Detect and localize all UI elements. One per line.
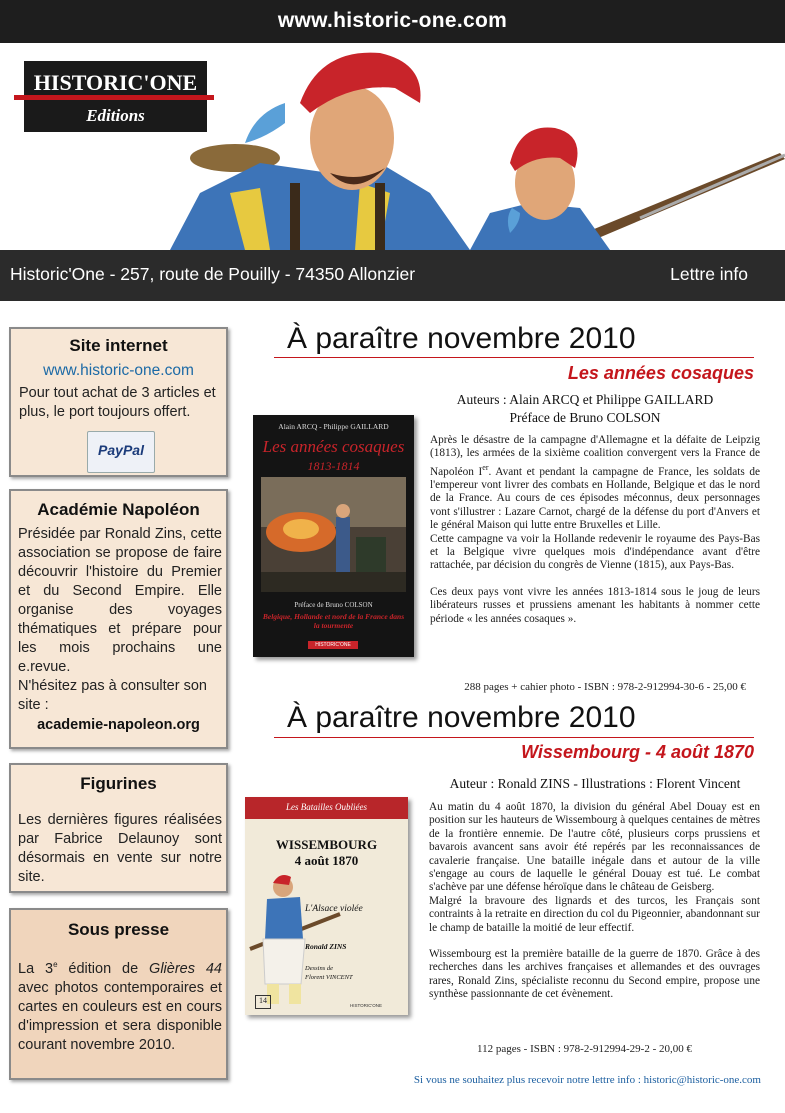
academie-box-text2: N'hésitez pas à consulter son site : <box>18 678 207 713</box>
book2-cover-subtitle: L'Alsace violée <box>305 904 363 914</box>
site-box-title: Site internet <box>69 336 168 355</box>
book2-cover[interactable] <box>245 797 408 1015</box>
book1-para1a: Après le désastre de la campagne d'Allemagne et la défaite de Leipzig (1813), les armées de la sixième coalition convergent vers la France de Napoléon I <box>430 434 760 478</box>
unsubscribe-notice[interactable]: Si vous ne souhaitez plus recevoir notre lettre info : historic@historic-one.com <box>413 1074 761 1086</box>
book2-cover-illustrator: Florent VINCENT <box>305 974 353 981</box>
book1-cover-painting <box>261 477 406 592</box>
book1-rule <box>274 357 754 358</box>
book1-title: Les années cosaques <box>567 363 754 383</box>
book1-para1-sup: er <box>482 462 489 472</box>
book2-cover-date: 4 août 1870 <box>294 853 359 868</box>
book2-para1: Au matin du 4 août 1870, la division du général Abel Douay est en position sur les hauteurs de Wissembourg à quelques centaines de mètres de la frontière ennemie. De l'autre côté, plusieurs corps prussiens et bavarois avancent sans avoir été repérés par les reconnaissances de cavalerie française. Une bataille inégale dans et autour de la ville s'engage au cours de laquelle le général Douay est tué. Le combat s'achève par une défense héroïque dans le château de Geisberg. <box>429 801 760 894</box>
book1-description <box>430 434 760 639</box>
book1-cover-subtitle: Belgique, Hollande et nord de la France dans la tourmente <box>262 612 405 630</box>
book1-preface: Préface de Bruno COLSON <box>509 410 661 425</box>
book2-cover-drawings: Dessins de <box>305 965 333 972</box>
academie-box-url[interactable]: academie-napoleon.org <box>37 717 200 733</box>
sidebar-box-figurines <box>9 763 228 893</box>
presse-box-title: Sous presse <box>67 920 170 939</box>
presse-text-c: avec photos contemporaires et cartes en couleurs est en cours d'impression et sera disponible courant novembre 2010. <box>18 979 222 1053</box>
site-url-link[interactable]: www.historic-one.com <box>277 9 508 32</box>
book2-cover-author: Ronald ZINS <box>305 942 347 951</box>
figurines-box-title: Figurines <box>80 774 157 793</box>
sidebar-box-presse <box>9 908 228 1080</box>
book1-cover-authors: Alain ARCQ - Philippe GAILLARD <box>278 422 389 431</box>
book1-cover-title: Les années cosaques <box>262 437 405 456</box>
book2-cover-publisher: HISTORIC'ONE <box>350 1003 383 1008</box>
book1-para2: Cette campagne va voir la Hollande redevenir le royaume des Pays-Bas et la Belgique vivre quelques mois d'indépendance avant d'être rattachée, par décision du congrès de Vienne (1815), aux Pays-Bas. <box>430 532 760 572</box>
newsletter-label: Lettre info <box>670 264 748 284</box>
logo-name: HISTORIC'ONE <box>33 70 198 95</box>
book2-title: Wissembourg - 4 août 1870 <box>521 742 754 762</box>
book1-para1b: . Avant et pendant la campagne de France, les soldats de l'empereur vont livrer des combats en Hollande, Belgique et das le nord de la France. Au cours de ces épisodes méconnus, deux personnages vont s'illustrer : Lazare Carnot, chargé de la défense du port d'Anvers et le général Maison qui lutte entre Bruxelles et Lille. <box>430 465 760 532</box>
academie-box-text: Présidée par Ronald Zins, cette association se propose de faire découvrir l'histoire du Premier et du Second Empire. Elle organise des voyages thématiques et prépare pour les mois prochains une e.revue. <box>18 526 222 675</box>
presse-text-sup: e <box>53 960 58 969</box>
book1-cover[interactable] <box>253 415 414 657</box>
book2-rule <box>274 737 754 738</box>
paypal-label: PayPal <box>98 442 144 458</box>
address-bar <box>0 250 785 301</box>
logo-subtitle: Editions <box>86 106 145 125</box>
book2-authors: Auteur : Ronald ZINS - Illustrations : Florent Vincent <box>449 776 741 791</box>
book1-para1 <box>430 434 760 533</box>
sidebar-box-site <box>9 327 228 477</box>
book2-cover-number: 14 <box>255 995 271 1009</box>
book1-cover-years: 1813-1814 <box>307 459 360 473</box>
figurines-box-text: Les dernières figures réalisées par Fabrice Delaunoy sont désormais en vente sur notre site. <box>18 812 222 885</box>
book2-heading: À paraître novembre 2010 <box>287 701 636 734</box>
site-box-url[interactable]: www.historic-one.com <box>43 362 194 379</box>
book1-cover-publisher: HISTORIC'ONE <box>308 641 358 649</box>
book1-isbn: 288 pages + cahier photo - ISBN : 978-2-912994-30-6 - 25,00 € <box>464 681 746 693</box>
book2-para2: Malgré la bravoure des lignards et des turcos, les Français sont contraints à la retraite en direction du col du Pigeonnier, abandonnant sur le champ de bataille la moitié de leur effectif. <box>429 894 760 934</box>
publisher-address: Historic'One - 257, route de Pouilly - 74350 Allonzier <box>10 264 416 284</box>
site-box-text: Pour tout achat de 3 articles et plus, le port toujours offert. <box>19 385 216 420</box>
presse-book-title: Glières 44 <box>149 960 222 977</box>
sidebar-box-academie <box>9 489 228 749</box>
book2-description <box>429 801 760 1015</box>
presse-box-text <box>18 955 222 1055</box>
presse-text-b: édition de <box>57 960 150 977</box>
top-bar <box>0 0 785 43</box>
book2-cover-series: Les Batailles Oubliées <box>286 802 367 812</box>
book1-cover-preface: Préface de Bruno COLSON <box>294 601 373 609</box>
paypal-button[interactable] <box>87 431 155 473</box>
book1-authors: Auteurs : Alain ARCQ et Philippe GAILLARD <box>456 392 714 407</box>
book2-cover-title: WISSEMBOURG <box>275 837 378 852</box>
book2-para3: Wissembourg est la première bataille de la guerre de 1870. Grâce à des recherches dans les archives françaises et allemandes et des ouvrages rares, Ronald Zins, spécialiste reconnu du Second empire, propose une synthèse passionnante de cet évènement. <box>429 948 760 1001</box>
book1-heading: À paraître novembre 2010 <box>287 322 636 355</box>
presse-text-a: La 3 <box>18 960 54 977</box>
book2-isbn: 112 pages - ISBN : 978-2-912994-29-2 - 20,00 € <box>477 1043 692 1055</box>
academie-box-title: Académie Napoléon <box>37 500 200 519</box>
logo-red-bar <box>14 95 214 100</box>
book1-para3: Ces deux pays vont vivre les années 1813-1814 sous le joug de leurs libérateurs russes et prussiens amenant les habitants à nommer cette période « les années cosaques ». <box>430 585 760 625</box>
publisher-logo[interactable] <box>24 61 207 132</box>
